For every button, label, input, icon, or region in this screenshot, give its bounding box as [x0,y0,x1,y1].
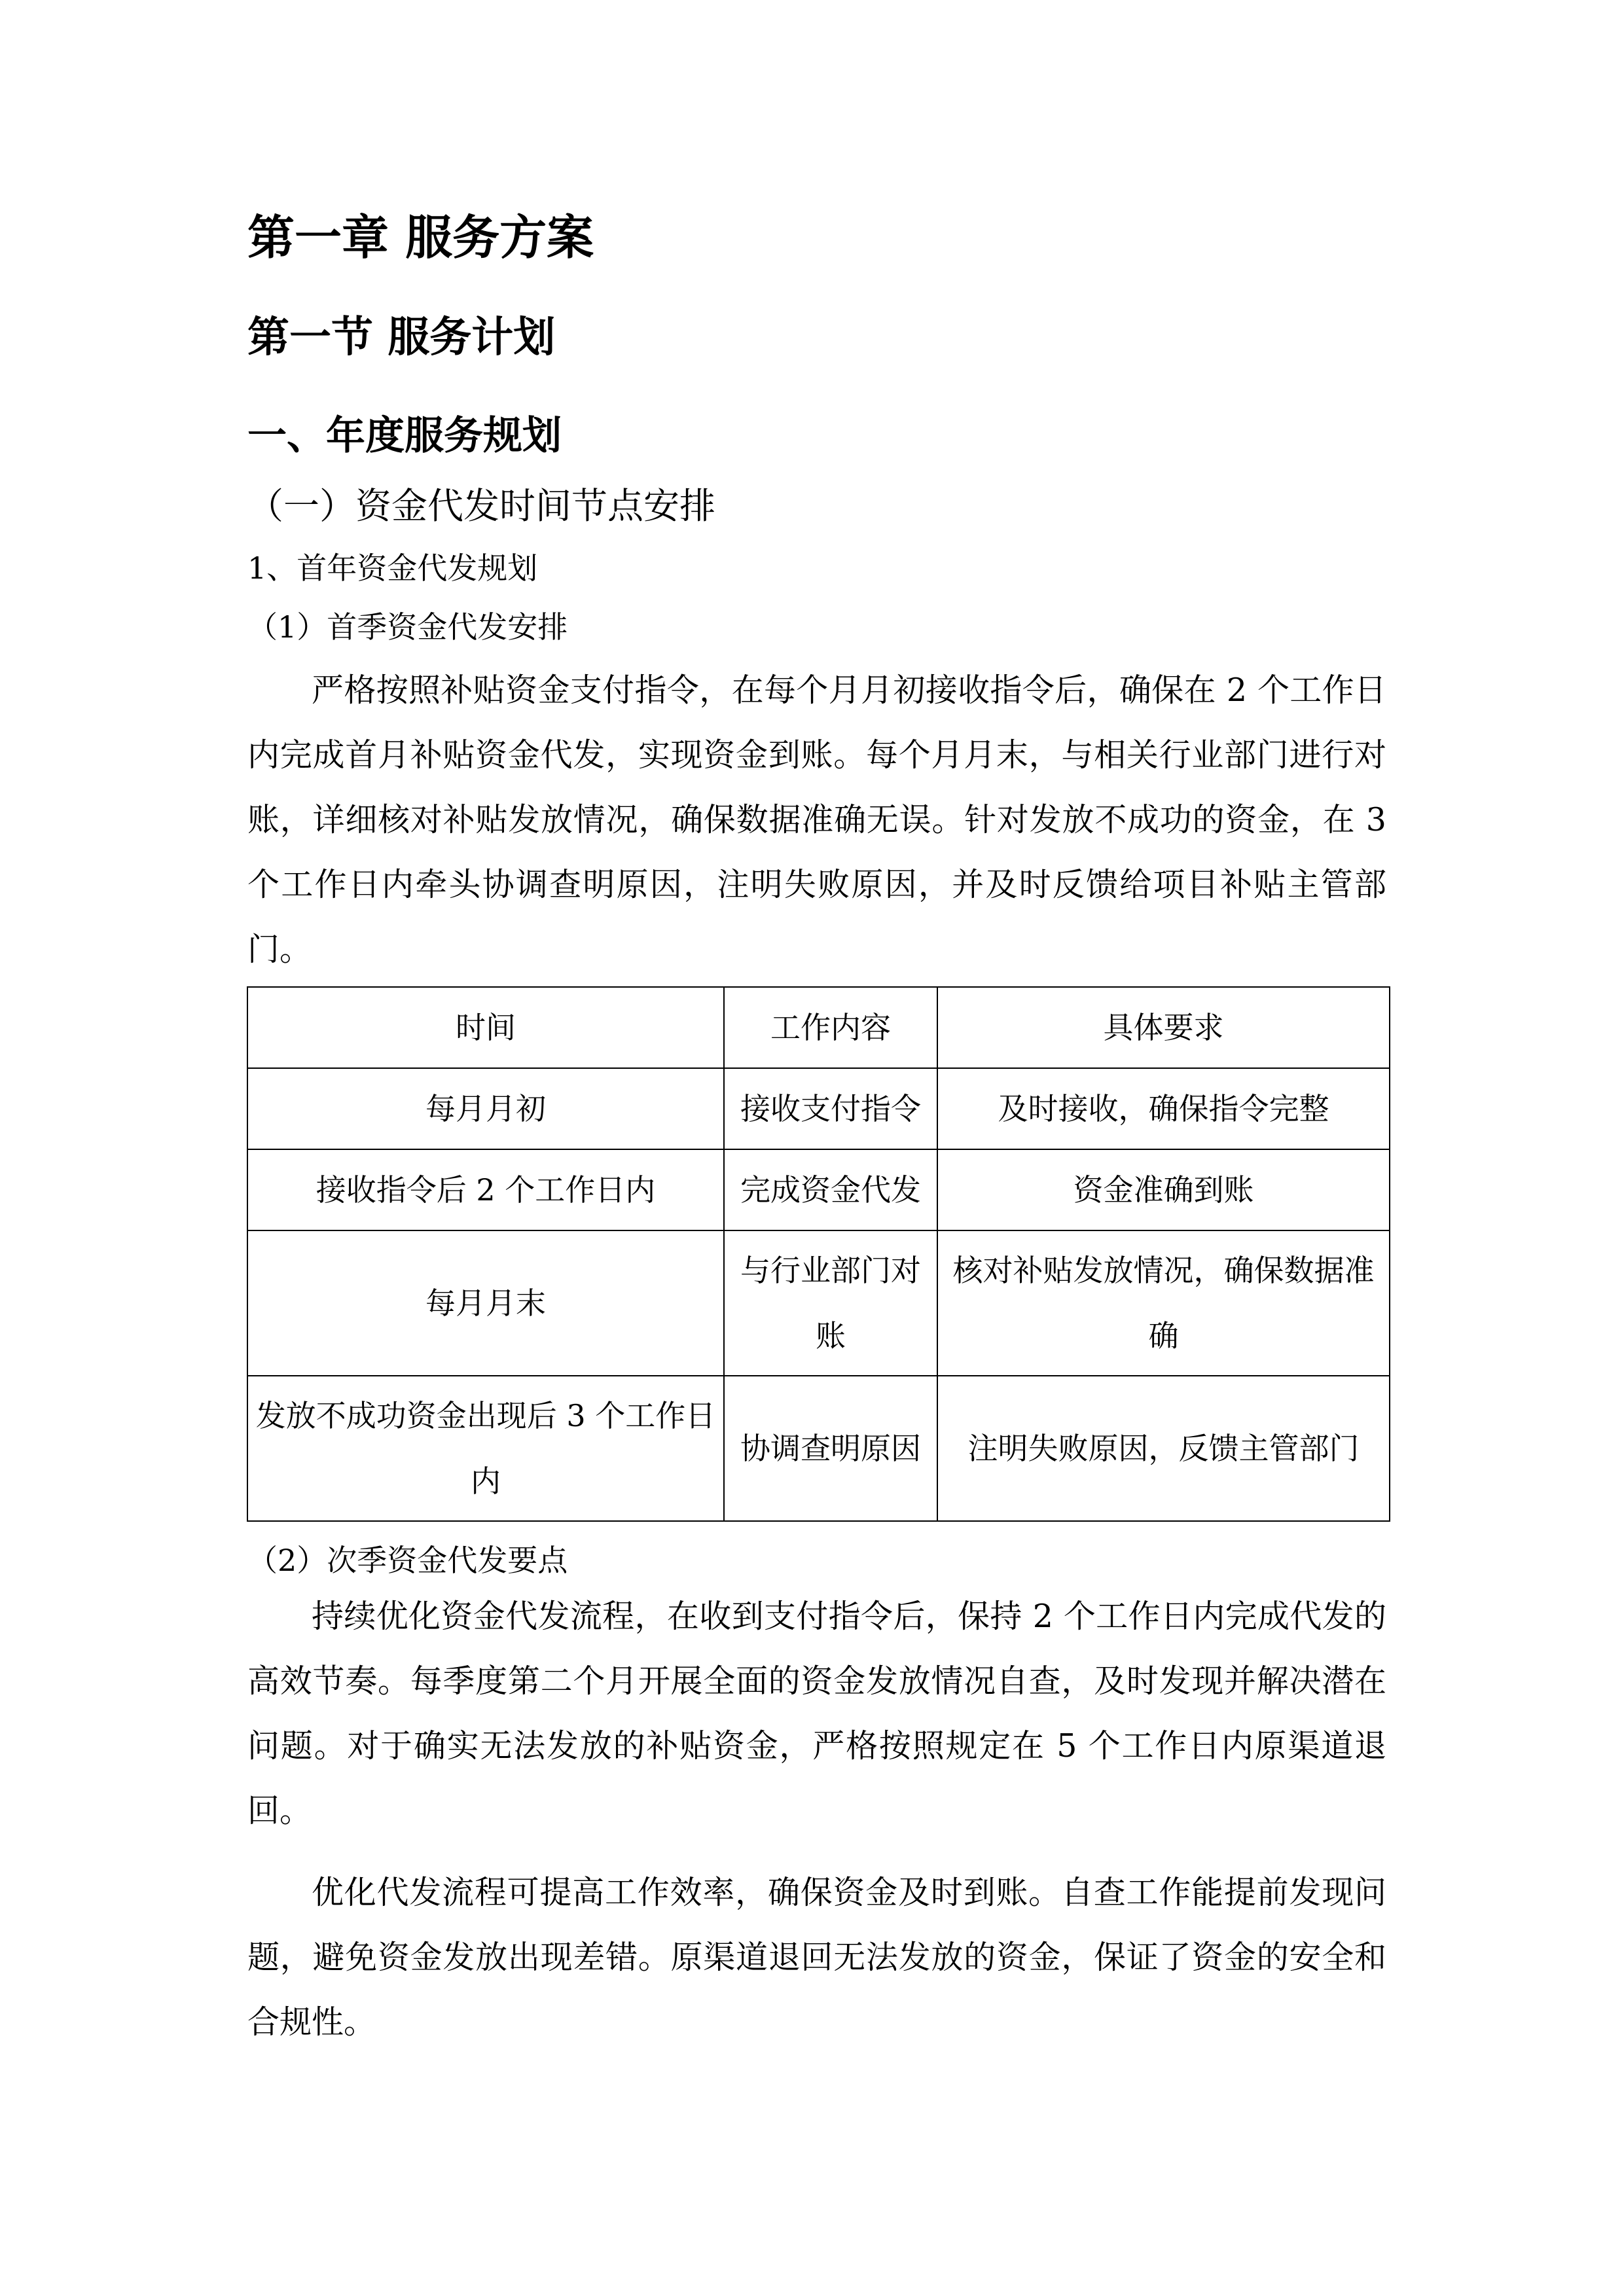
paragraph-second-quarter: 持续优化资金代发流程，在收到支付指令后，保持 2 个工作日内完成代发的高效节奏。每季度第二个月开展全面的资金发放情况自查，及时发现并解决潜在问题。对于确实无法发放的补贴资金，严格按照规定在 5 个工作日内原渠道退回。 [247,1598,1386,1829]
cell-work-content: 完成资金代发 [724,1149,937,1230]
cell-time: 每月月末 [247,1230,724,1376]
table-header-row [247,987,1390,1068]
cell-work-content: 与行业部门对账 [724,1230,937,1376]
paragraph-benefits: 优化代发流程可提高工作效率，确保资金及时到账。自查工作能提前发现问题，避免资金发放出现差错。原渠道退回无法发放的资金，保证了资金的安全和合规性。 [247,1874,1386,2041]
table-row [247,1230,1390,1376]
item-heading: 1、首年资金代发规划 [247,550,538,586]
cell-time: 接收指令后 2 个工作日内 [247,1149,724,1230]
subitem-heading-1: （1）首季资金代发安排 [247,609,568,645]
table-row [247,1376,1390,1521]
subitem-heading-2: （2）次季资金代发要点 [247,1543,568,1578]
cell-time: 发放不成功资金出现后 3 个工作日内 [247,1376,724,1521]
cell-requirements: 核对补贴发放情况，确保数据准确 [937,1230,1390,1376]
cell-requirements: 资金准确到账 [937,1149,1390,1230]
paragraph-first-quarter: 严格按照补贴资金支付指令，在每个月月初接收指令后，确保在 2 个工作日内完成首月补贴资金代发，实现资金到账。每个月月末，与相关行业部门进行对账，详细核对补贴发放情况，确保数据准确无误。针对发放不成功的资金，在 3 个工作日内牵头协调查明原因，注明失败原因，并及时反馈给项目补贴主管部门。 [247,672,1386,968]
header-time: 时间 [247,987,724,1068]
section-title: 第一节 服务计划 [247,313,556,362]
cell-time: 每月月初 [247,1068,724,1149]
chapter-title: 第一章 服务方案 [247,209,594,265]
cell-work-content: 接收支付指令 [724,1068,937,1149]
cell-requirements: 及时接收，确保指令完整 [937,1068,1390,1149]
cell-work-content: 协调查明原因 [724,1376,937,1521]
cell-requirements: 注明失败原因，反馈主管部门 [937,1376,1390,1521]
header-requirements: 具体要求 [937,987,1390,1068]
table-row [247,1149,1390,1230]
schedule-table [247,986,1390,1522]
subpart-heading: （一）资金代发时间节点安排 [247,485,716,527]
table-row [247,1068,1390,1149]
header-work-content: 工作内容 [724,987,937,1068]
part-heading: 一、年度服务规划 [247,413,562,459]
